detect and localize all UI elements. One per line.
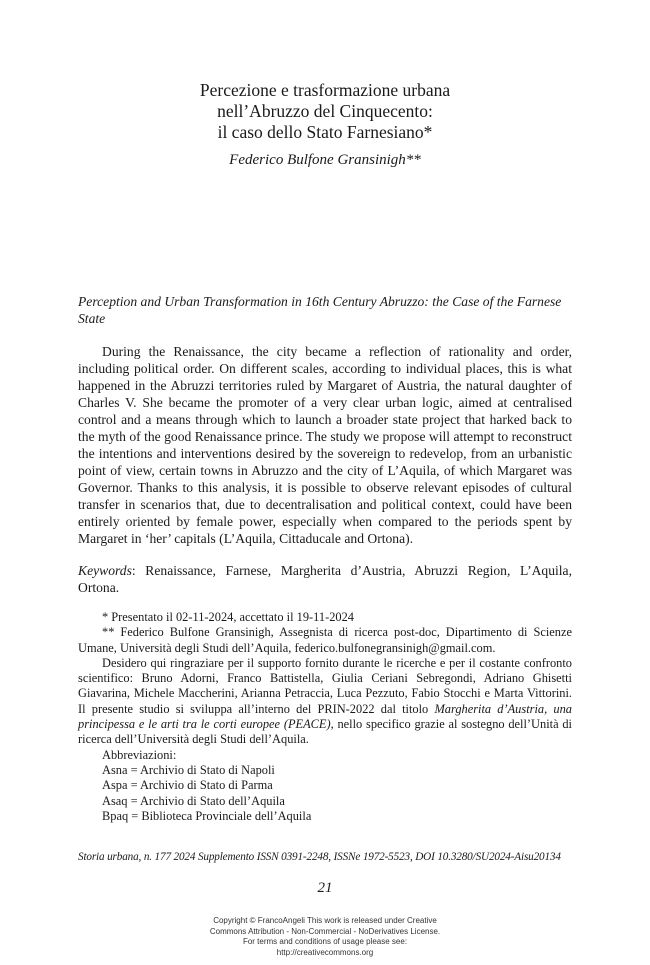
author-name: Federico Bulfone Gransinigh** xyxy=(229,152,421,168)
keywords-text: : Renaissance, Farnese, Margherita d’Austria, Abruzzi Region, L’Aquila, Ortona. xyxy=(78,563,572,595)
thanks-text: Desidero qui ringraziare per il supporto fornito durante le ricerche e per il costante confronto scientifico: Bruno Adorni, Franco Battistella, Giulia Ceriani Sebregondi, Adriano Ghisetti Giavarina, Michele Maccherini, Arianna Petraccia, Luca Pezzuto, Fabio Stocchi e Marta Vittorini. Il presente studio si sviluppa all’interno del PRIN-2022 dal titolo xyxy=(78,655,572,716)
abbreviation-item: Aspa = Archivio di Stato di Parma xyxy=(102,778,273,793)
project-title: Margherita d’Austria, una principessa e le arti tra le corti europee (PEACE) xyxy=(78,701,572,732)
english-title: Perception and Urban Transformation in 16th Century Abruzzo: the Case of the Farnese State xyxy=(78,294,562,326)
footnotes xyxy=(78,610,572,824)
keywords-label: Keywords xyxy=(78,563,132,578)
license-line: Copyright © FrancoAngeli This work is released under Creative xyxy=(213,916,437,925)
license-line: Commons Attribution - Non-Commercial - NoDerivatives License. xyxy=(209,926,441,936)
abbreviation-item: Asna = Archivio di Stato di Napoli xyxy=(102,762,275,777)
keywords xyxy=(78,562,572,596)
abbreviation-item: Bpaq = Biblioteca Provinciale dell’Aquila xyxy=(102,808,312,823)
title-line: Percezione e trasformazione urbana xyxy=(199,80,451,100)
license-notice xyxy=(0,916,650,958)
received-note: * Presentato il 02-11-2024, accettato il 19-11-2024 xyxy=(102,610,354,624)
title-line: il caso dello Stato Farnesiano* xyxy=(217,122,433,142)
journal-citation: Storia urbana, n. 177 2024 Supplemento ISSN 0391-2248, ISSNe 1972-5523, DOI 10.3280/SU2024-Aisu20134 xyxy=(78,851,561,863)
affiliation-note: ** Federico Bulfone Gransinigh, Assegnista di ricerca post-doc, Dipartimento di Scienze Umane, Università degli Studi dell’Aquila, federico.bulfonegransinigh@gmail.com. xyxy=(78,625,572,655)
abbreviations-label: Abbreviazioni: xyxy=(102,747,177,762)
license-link[interactable]: http://creativecommons.org xyxy=(276,947,374,957)
license-line: For terms and conditions of usage please see: xyxy=(242,937,408,946)
acknowledgements xyxy=(78,656,572,748)
abbreviation-item: Asaq = Archivio di Stato dell’Aquila xyxy=(102,793,285,808)
abbreviations-list xyxy=(78,763,572,824)
page-number: 21 xyxy=(317,880,333,896)
article-title xyxy=(0,80,650,143)
title-line: nell’Abruzzo del Cinquecento: xyxy=(217,101,433,121)
abstract: During the Renaissance, the city became a reflection of rationality and order, including political order. On different scales, according to individual places, this is what happened in the Abruzzi territories ruled by Margaret of Austria, the natural daughter of Charles V. She became the promoter of a very clear urban logic, aimed at centralised control and a means through which to launch a broader state project that harked back to the myth of the good Renaissance prince. The study we propose will attempt to reconstruct the intentions and interventions desired by the sovereign to redevelop, from an urbanistic point of view, certain towns in Abruzzo and the city of L’Aquila, of which Margaret was Governor. Thanks to this analysis, it is possible to observe relevant episodes of cultural transfer in scenarios that, due to decentralisation and political context, could have been entirely oriented by female power, especially when compared to the periods spent by Margaret in ‘her’ capitals (L’Aquila, Cittaducale and Ortona). xyxy=(78,344,572,546)
thanks-text-end: , nello specifico grazie al sostegno dell’Unità di ricerca dell’Università degli Studi dell’Aquila. xyxy=(78,717,572,747)
